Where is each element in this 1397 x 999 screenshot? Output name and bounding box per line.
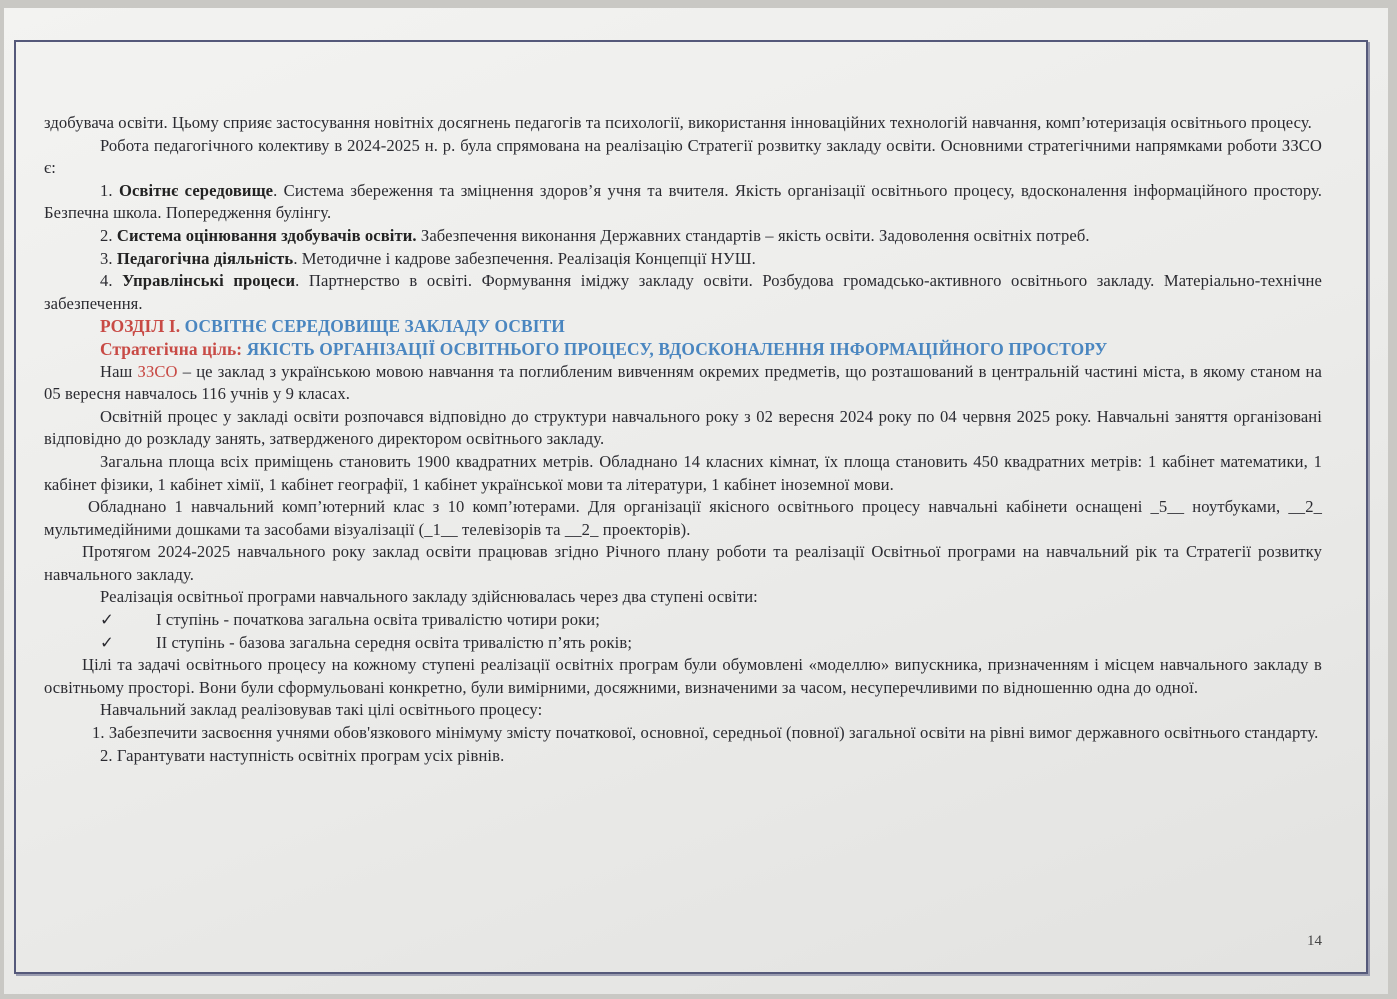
direction-3-title: Педагогічна діяльність [116, 248, 294, 268]
level-item: ✓ І ступінь - початкова загальна освіта тривалістю чотири роки; [100, 609, 1322, 632]
page-number: 14 [1307, 933, 1322, 949]
strategic-goal-heading [100, 338, 1322, 361]
check-icon: ✓ [100, 610, 115, 630]
paragraph-schedule: Освітній процес у закладі освіти розпочався відповідно до структури навчального року з 02 вересня 2024 року по 04 червня 2025 року. Навчальні заняття організовані відповідно до розкладу занять, затвердженого директором освітнього закладу. [44, 406, 1322, 449]
goal-item-1: 1. Забезпечити засвоєння учнями обов'язкового мінімуму змісту початкової, основної, середньої (повної) загальної освіти на рівні вимог державного освітнього стандарту. [92, 723, 1319, 743]
direction-2: 2. Система оцінювання здобувачів освіти. Забезпечення виконання Державних стандартів – якість освіти. Задоволення освітніх потреб. [100, 225, 1090, 245]
intro-line-2: Робота педагогічного колективу в 2024-2025 н. р. була спрямована на реалізацію Стратегії розвитку закладу освіти. Основними стратегічними напрямками роботи ЗЗСО є: [44, 135, 1322, 178]
check-icon: ✓ [100, 632, 115, 652]
school-abbrev: ЗЗСО [137, 361, 178, 381]
direction-4-title: Управлінські процеси [122, 271, 296, 291]
direction-4: 4. Управлінські процеси. Партнерство в освіті. Формування іміджу закладу освіти. Розбудова громадсько-активного освітнього закладу. Матеріально-технічне забезпечення. [44, 271, 1322, 313]
document-page [4, 8, 1388, 994]
level-item: ✓ ІІ ступінь - базова загальна середня освіта тривалістю п’ять років; [100, 632, 1322, 655]
section-label: РОЗДІЛ І. [100, 316, 181, 337]
direction-3: 3. Педагогічна діяльність. Методичне і кадрове забезпечення. Реалізація Концепції НУШ. [100, 248, 756, 268]
paragraph-equipment: Обладнано 1 навчальний комп’ютерний клас з 10 комп’ютерами. Для організації якісного освітнього процесу навчальні кабінети оснащені _5__ ноутбуками, __2_ мультимедійними дошками та засобами візуалізації (_1__ телевізорів та __2_ проекторів). [44, 497, 1322, 539]
goal-item-2: 2. Гарантувати наступність освітніх програм усіх рівнів. [100, 745, 505, 765]
section-heading [100, 315, 1322, 338]
paragraph-levels-intro: Реалізація освітньої програми навчального закладу здійснювалась через два ступені освіти: [100, 587, 758, 607]
intro-line-1: здобувача освіти. Цьому сприяє застосування новітніх досягнень педагогів та психології, використання інноваційних технологій навчання, комп’ютеризація освітнього процесу. [44, 113, 1312, 132]
paragraph-school: Наш ЗЗСО – це заклад з українською мовою навчання та поглибленим вивченням окремих предметів, що розташований в центральній частині міста, в якому станом на 05 вересня навчалось 116 учнів у 9 класах. [44, 361, 1322, 404]
page-text [44, 112, 1322, 767]
paragraph-goals-model: Цілі та задачі освітнього процесу на кожному ступені реалізації освітніх програм були обумовлені «моделлю» випускника, призначенням і місцем навчального закладу в освітньому просторі. Вони були сформульовані конкретно, були вимірними, досяжними, визначеними за часом, несуперечливими по відношенню одна до одної. [44, 655, 1322, 697]
goal-title: ЯКІСТЬ ОРГАНІЗАЦІЇ ОСВІТНЬОГО ПРОЦЕСУ, ВДОСКОНАЛЕННЯ ІНФОРМАЦІЙНОГО ПРОСТОРУ [246, 338, 1108, 359]
direction-1-title: Освітнє середовище [118, 180, 274, 200]
direction-2-title: Система оцінювання здобувачів освіти. [116, 225, 417, 245]
goal-label: Стратегічна ціль: [100, 338, 243, 359]
section-title: ОСВІТНЄ СЕРЕДОВИЩЕ ЗАКЛАДУ ОСВІТИ [184, 316, 565, 337]
paragraph-goals-intro: Навчальний заклад реалізовував такі цілі освітнього процесу: [100, 700, 543, 720]
paragraph-area: Загальна площа всіх приміщень становить 1900 квадратних метрів. Обладнано 14 класних кімнат, їх площа становить 450 квадратних метрів: 1 кабінет математики, 1 кабінет фізики, 1 кабінет хімії, 1 кабінет географії, 1 кабінет української мови та літератури, 1 кабінет іноземної мови. [44, 451, 1322, 494]
direction-1: 1. Освітнє середовище. Система збереження та зміцнення здоров’я учня та вчителя. Якість організації освітнього процесу, вдосконалення інформаційного простору. Безпечна школа. Попередження булінгу. [44, 180, 1323, 223]
paragraph-plan: Протягом 2024-2025 навчального року заклад освіти працював згідно Річного плану роботи та реалізації Освітньої програми на навчальний рік та Стратегії розвитку навчального закладу. [44, 542, 1322, 584]
